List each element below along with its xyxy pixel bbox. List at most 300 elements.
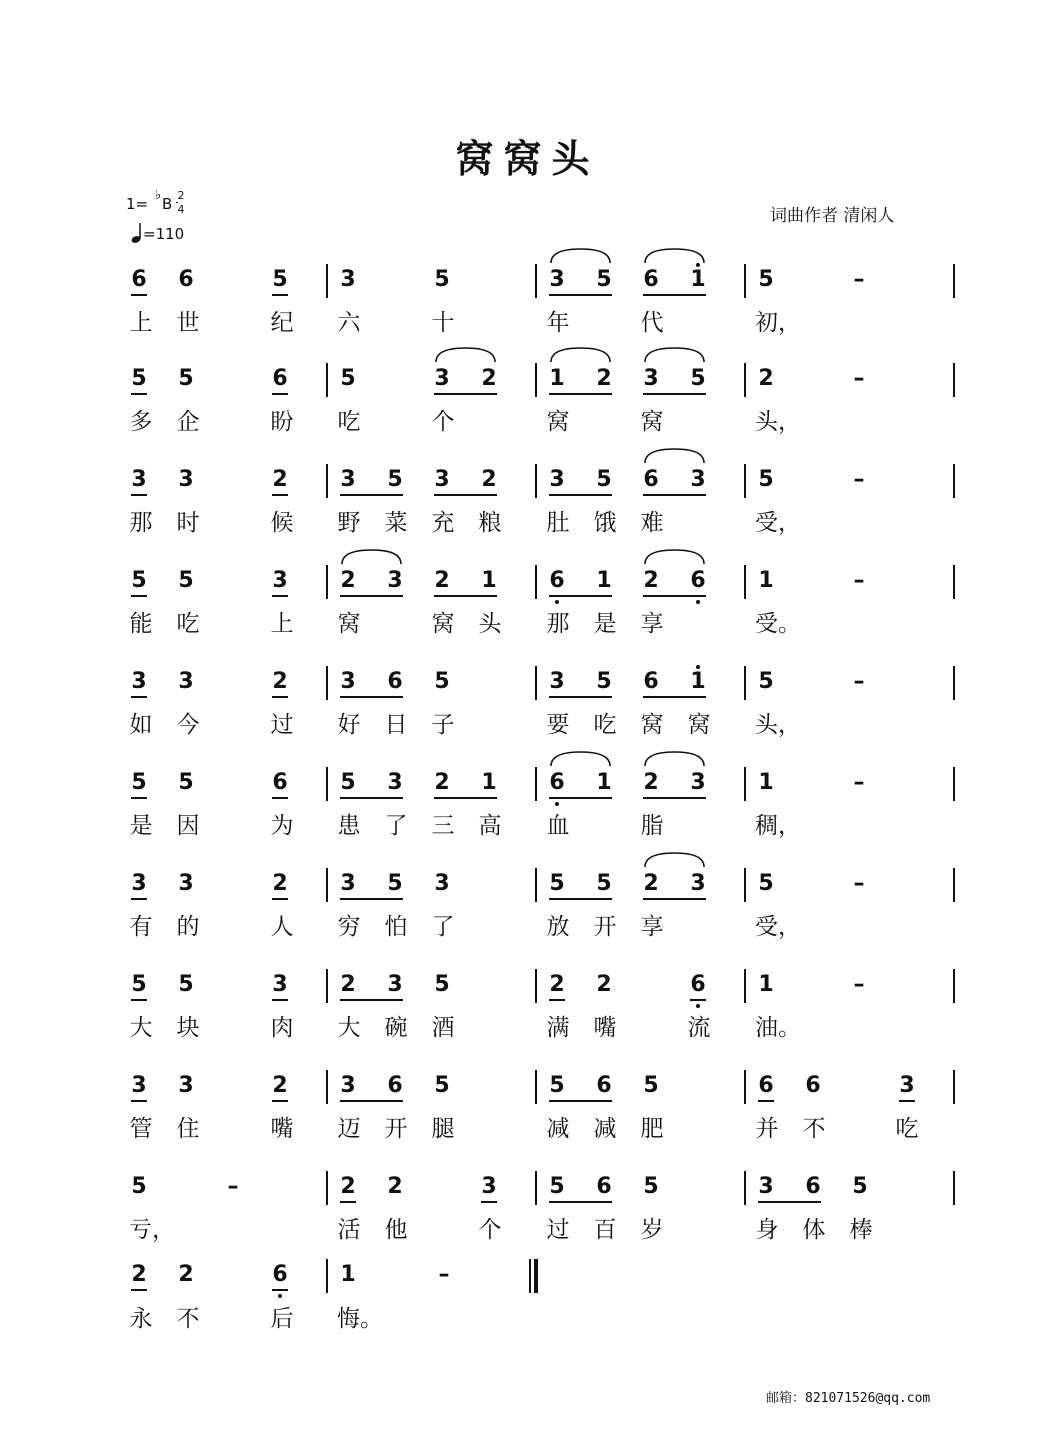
note: 5 xyxy=(131,972,147,997)
note: 3 xyxy=(690,871,706,896)
lyric-syllable: 油。 xyxy=(755,1015,801,1041)
underline xyxy=(131,898,147,900)
note: 2 xyxy=(387,1174,403,1199)
underline xyxy=(340,595,403,597)
note: 3 xyxy=(178,871,194,896)
note: 6 xyxy=(272,1262,288,1287)
barline xyxy=(744,565,746,599)
barline xyxy=(535,969,537,1003)
note: 5 xyxy=(272,267,288,292)
note: 6 xyxy=(805,1174,821,1199)
lyric-syllable: 吃 xyxy=(895,1116,919,1142)
barline xyxy=(953,767,955,801)
note: – xyxy=(853,972,865,997)
lyric-syllable: 体 xyxy=(802,1217,826,1243)
note: 5 xyxy=(434,972,450,997)
lyric-syllable: 十 xyxy=(431,310,455,336)
lyric-syllable: 放 xyxy=(546,914,570,940)
note: 5 xyxy=(131,366,147,391)
underline xyxy=(131,494,147,496)
barline xyxy=(326,363,328,397)
note: 2 xyxy=(758,366,774,391)
barline xyxy=(326,1070,328,1104)
underline xyxy=(643,393,706,395)
note: 3 xyxy=(690,770,706,795)
barline xyxy=(744,264,746,298)
note: 2 xyxy=(643,568,659,593)
note: – xyxy=(853,467,865,492)
note: 5 xyxy=(178,770,194,795)
note: – xyxy=(853,267,865,292)
underline xyxy=(643,294,706,296)
lyric-syllable: 稠， xyxy=(755,813,801,839)
barline xyxy=(953,264,955,298)
note: 6 xyxy=(272,770,288,795)
underline xyxy=(481,1201,497,1203)
octave-dot xyxy=(696,263,700,267)
note: 6 xyxy=(549,568,565,593)
note: 2 xyxy=(434,770,450,795)
note: 5 xyxy=(131,568,147,593)
barline xyxy=(326,264,328,298)
lyric-syllable: 上 xyxy=(129,310,153,336)
lyric-syllable: 多 xyxy=(129,409,153,435)
barline xyxy=(744,666,746,700)
barline xyxy=(953,1070,955,1104)
note: 3 xyxy=(549,467,565,492)
slur xyxy=(551,249,610,263)
lyric-syllable: 因 xyxy=(176,813,200,839)
note: 5 xyxy=(643,1174,659,1199)
octave-dot xyxy=(278,1294,282,1298)
underline xyxy=(131,696,147,698)
underline xyxy=(758,1201,821,1203)
lyric-syllable: 嘴 xyxy=(270,1116,294,1142)
lyric-syllable: 窝 xyxy=(431,611,455,637)
lyric-syllable: 饿 xyxy=(593,510,617,536)
barline xyxy=(744,1070,746,1104)
final-barline xyxy=(529,1259,531,1293)
underline xyxy=(434,393,497,395)
lyric-syllable: 能 xyxy=(129,611,153,637)
note: 1 xyxy=(596,568,612,593)
underline xyxy=(643,494,706,496)
note: 3 xyxy=(178,1073,194,1098)
note: 5 xyxy=(596,467,612,492)
underline xyxy=(272,494,288,496)
lyric-syllable: 满 xyxy=(546,1015,570,1041)
underline xyxy=(549,595,612,597)
lyric-syllable: 年 xyxy=(546,310,570,336)
barline xyxy=(326,868,328,902)
barline xyxy=(535,264,537,298)
lyric-syllable: 盼 xyxy=(270,409,294,435)
underline xyxy=(272,696,288,698)
quarter-note-icon xyxy=(130,222,142,244)
contact-email: 邮箱：821071526@qq.com xyxy=(766,1391,931,1406)
lyric-syllable: 头 xyxy=(478,611,502,637)
lyric-syllable: 享 xyxy=(640,611,664,637)
octave-dot xyxy=(696,665,700,669)
note: 2 xyxy=(272,871,288,896)
slur xyxy=(436,348,495,362)
author-credit: 词曲作者 清闲人 xyxy=(770,206,895,226)
time-signature-bottom: 4 xyxy=(177,203,185,216)
lyric-syllable: 今 xyxy=(176,712,200,738)
lyric-syllable: 块 xyxy=(176,1015,200,1041)
note: 2 xyxy=(272,467,288,492)
barline xyxy=(326,767,328,801)
note: 1 xyxy=(690,669,706,694)
lyric-syllable: 初， xyxy=(755,310,801,336)
note: 5 xyxy=(434,267,450,292)
note: 6 xyxy=(643,267,659,292)
underline xyxy=(131,797,147,799)
lyric-syllable: 纪 xyxy=(270,310,294,336)
note: 2 xyxy=(643,770,659,795)
barline xyxy=(953,666,955,700)
note: 5 xyxy=(690,366,706,391)
note: 2 xyxy=(272,1073,288,1098)
barline xyxy=(535,363,537,397)
barline xyxy=(535,868,537,902)
note: 6 xyxy=(596,1073,612,1098)
lyric-syllable: 血 xyxy=(546,813,570,839)
note: 5 xyxy=(549,1073,565,1098)
underline xyxy=(549,393,612,395)
lyric-syllable: 酒 xyxy=(431,1015,455,1041)
lyric-syllable: 嘴 xyxy=(593,1015,617,1041)
note: 3 xyxy=(340,467,356,492)
underline xyxy=(643,595,706,597)
note: 2 xyxy=(340,568,356,593)
note: 6 xyxy=(805,1073,821,1098)
note: 5 xyxy=(387,871,403,896)
lyric-syllable: 个 xyxy=(478,1217,502,1243)
slur xyxy=(645,348,704,362)
lyric-syllable: 六 xyxy=(337,310,361,336)
octave-dot xyxy=(555,600,559,604)
underline xyxy=(272,595,288,597)
barline xyxy=(953,464,955,498)
barline xyxy=(535,1070,537,1104)
note: 5 xyxy=(758,467,774,492)
note: 3 xyxy=(178,669,194,694)
lyric-syllable: 头， xyxy=(755,712,801,738)
lyric-syllable: 碗 xyxy=(384,1015,408,1041)
underline xyxy=(272,898,288,900)
note: 1 xyxy=(340,1262,356,1287)
lyric-syllable: 享 xyxy=(640,914,664,940)
underline xyxy=(549,797,612,799)
note: 3 xyxy=(131,871,147,896)
underline xyxy=(131,999,147,1001)
lyric-syllable: 患 xyxy=(337,813,361,839)
underline xyxy=(272,999,288,1001)
note: 3 xyxy=(387,972,403,997)
note: 2 xyxy=(434,568,450,593)
underline xyxy=(272,797,288,799)
note: – xyxy=(853,568,865,593)
lyric-syllable: 世 xyxy=(176,310,200,336)
lyric-syllable: 并 xyxy=(755,1116,779,1142)
note: 5 xyxy=(758,871,774,896)
note: 2 xyxy=(596,366,612,391)
lyric-syllable: 永 xyxy=(129,1306,153,1332)
underline xyxy=(340,696,403,698)
underline xyxy=(434,494,497,496)
lyric-syllable: 窝 xyxy=(687,712,711,738)
lyric-syllable: 充 xyxy=(431,510,455,536)
time-signature xyxy=(176,190,186,215)
lyric-syllable: 粮 xyxy=(478,510,502,536)
slur xyxy=(645,249,704,263)
note: 3 xyxy=(549,267,565,292)
lyric-syllable: 减 xyxy=(593,1116,617,1142)
note: 5 xyxy=(758,669,774,694)
slur xyxy=(645,449,704,463)
underline xyxy=(549,1100,612,1102)
note: – xyxy=(438,1262,450,1287)
barline xyxy=(535,666,537,700)
barline xyxy=(744,767,746,801)
lyric-syllable: 窝 xyxy=(337,611,361,637)
barline xyxy=(326,666,328,700)
barline xyxy=(953,969,955,1003)
note: 6 xyxy=(690,568,706,593)
lyric-syllable: 野 xyxy=(337,510,361,536)
lyric-syllable: 后 xyxy=(270,1306,294,1332)
slur xyxy=(551,752,610,766)
note: 3 xyxy=(131,669,147,694)
barline xyxy=(535,1171,537,1205)
note: 3 xyxy=(549,669,565,694)
note: 6 xyxy=(549,770,565,795)
underline xyxy=(272,393,288,395)
underline xyxy=(643,898,706,900)
lyric-syllable: 窝 xyxy=(546,409,570,435)
lyric-syllable: 他 xyxy=(384,1217,408,1243)
lyric-syllable: 如 xyxy=(129,712,153,738)
octave-dot xyxy=(696,600,700,604)
lyric-syllable: 为 xyxy=(270,813,294,839)
note: 6 xyxy=(178,267,194,292)
underline xyxy=(690,999,706,1001)
note: 5 xyxy=(434,669,450,694)
lyric-syllable: 企 xyxy=(176,409,200,435)
note: 6 xyxy=(690,972,706,997)
lyric-syllable: 流 xyxy=(687,1015,711,1041)
barline xyxy=(953,363,955,397)
lyric-syllable: 窝 xyxy=(640,409,664,435)
lyric-syllable: 有 xyxy=(129,914,153,940)
note: 6 xyxy=(758,1073,774,1098)
barline xyxy=(744,363,746,397)
note: 2 xyxy=(178,1262,194,1287)
note: 3 xyxy=(131,1073,147,1098)
underline xyxy=(549,1201,612,1203)
note: 3 xyxy=(643,366,659,391)
note: 1 xyxy=(758,568,774,593)
note: 5 xyxy=(131,770,147,795)
lyric-syllable: 身 xyxy=(755,1217,779,1243)
note: 2 xyxy=(549,972,565,997)
key-letter: B xyxy=(162,195,173,213)
barline xyxy=(953,1171,955,1205)
lyric-syllable: 亏， xyxy=(129,1217,175,1243)
lyric-syllable: 百 xyxy=(593,1217,617,1243)
underline xyxy=(643,696,706,698)
lyric-syllable: 大 xyxy=(129,1015,153,1041)
note: 5 xyxy=(549,871,565,896)
underline xyxy=(131,1100,147,1102)
note: 5 xyxy=(434,1073,450,1098)
note: 5 xyxy=(596,871,612,896)
time-signature-top: 2 xyxy=(177,189,185,202)
barline xyxy=(326,565,328,599)
lyric-syllable: 了 xyxy=(431,914,455,940)
barline xyxy=(535,464,537,498)
barline xyxy=(326,1171,328,1205)
note: 3 xyxy=(434,366,450,391)
lyric-syllable: 迈 xyxy=(337,1116,361,1142)
lyric-syllable: 活 xyxy=(337,1217,361,1243)
final-barline xyxy=(534,1259,538,1293)
note: 3 xyxy=(434,871,450,896)
note: 5 xyxy=(340,770,356,795)
lyric-syllable: 高 xyxy=(478,813,502,839)
barline xyxy=(744,868,746,902)
lyric-syllable: 日 xyxy=(384,712,408,738)
lyric-syllable: 个 xyxy=(431,409,455,435)
lyric-syllable: 大 xyxy=(337,1015,361,1041)
underline xyxy=(549,494,612,496)
note: 6 xyxy=(272,366,288,391)
underline xyxy=(340,1201,356,1203)
underline xyxy=(549,898,612,900)
lyric-syllable: 棒 xyxy=(849,1217,873,1243)
lyric-syllable: 人 xyxy=(270,914,294,940)
note: 3 xyxy=(758,1174,774,1199)
underline xyxy=(340,797,403,799)
lyric-syllable: 难 xyxy=(640,510,664,536)
lyric-syllable: 过 xyxy=(270,712,294,738)
slur xyxy=(342,550,401,564)
underline xyxy=(340,999,403,1001)
note: 6 xyxy=(131,267,147,292)
underline xyxy=(340,1100,403,1102)
barline xyxy=(326,1259,328,1293)
lyric-syllable: 受。 xyxy=(755,611,801,637)
slur xyxy=(645,853,704,867)
note: – xyxy=(853,871,865,896)
underline xyxy=(549,999,565,1001)
underline xyxy=(643,797,706,799)
octave-dot xyxy=(555,802,559,806)
tempo-value: =110 xyxy=(143,225,185,243)
underline xyxy=(131,595,147,597)
note: 5 xyxy=(178,366,194,391)
note: 6 xyxy=(596,1174,612,1199)
lyric-syllable: 住 xyxy=(176,1116,200,1142)
lyric-syllable: 好 xyxy=(337,712,361,738)
barline xyxy=(744,969,746,1003)
lyric-syllable: 那 xyxy=(129,510,153,536)
underline xyxy=(272,294,288,296)
barline xyxy=(535,565,537,599)
lyric-syllable: 子 xyxy=(431,712,455,738)
lyric-syllable: 肚 xyxy=(546,510,570,536)
underline xyxy=(434,797,497,799)
note: 3 xyxy=(340,669,356,694)
underline xyxy=(340,898,403,900)
note: 5 xyxy=(643,1073,659,1098)
note: 3 xyxy=(340,267,356,292)
lyric-syllable: 候 xyxy=(270,510,294,536)
note: 5 xyxy=(596,267,612,292)
note: 1 xyxy=(690,267,706,292)
note: 6 xyxy=(387,669,403,694)
note: 2 xyxy=(340,1174,356,1199)
note: 2 xyxy=(272,669,288,694)
note: 2 xyxy=(481,467,497,492)
underline xyxy=(340,494,403,496)
lyric-syllable: 过 xyxy=(546,1217,570,1243)
note: 3 xyxy=(272,972,288,997)
barline xyxy=(953,868,955,902)
lyric-syllable: 是 xyxy=(129,813,153,839)
note: 6 xyxy=(387,1073,403,1098)
lyric-syllable: 开 xyxy=(593,914,617,940)
lyric-syllable: 悔。 xyxy=(337,1306,383,1332)
lyric-syllable: 腿 xyxy=(431,1116,455,1142)
note: 1 xyxy=(481,568,497,593)
note: 2 xyxy=(340,972,356,997)
note: 3 xyxy=(387,770,403,795)
note: 6 xyxy=(643,467,659,492)
lyric-syllable: 受， xyxy=(755,914,801,940)
note: 1 xyxy=(758,972,774,997)
note: 1 xyxy=(549,366,565,391)
note: 1 xyxy=(758,770,774,795)
lyric-syllable: 的 xyxy=(176,914,200,940)
slur xyxy=(645,752,704,766)
note: 5 xyxy=(178,972,194,997)
barline xyxy=(744,1171,746,1205)
lyric-syllable: 菜 xyxy=(384,510,408,536)
lyric-syllable: 怕 xyxy=(384,914,408,940)
underline xyxy=(549,696,612,698)
octave-dot xyxy=(696,1004,700,1008)
lyric-syllable: 头， xyxy=(755,409,801,435)
lyric-syllable: 三 xyxy=(431,813,455,839)
slur xyxy=(551,348,610,362)
barline xyxy=(744,464,746,498)
note: 3 xyxy=(178,467,194,492)
note: 1 xyxy=(481,770,497,795)
barline xyxy=(953,565,955,599)
note: 3 xyxy=(272,568,288,593)
note: 2 xyxy=(596,972,612,997)
barline xyxy=(535,767,537,801)
lyric-syllable: 要 xyxy=(546,712,570,738)
lyric-syllable: 穷 xyxy=(337,914,361,940)
lyric-syllable: 减 xyxy=(546,1116,570,1142)
lyric-syllable: 受， xyxy=(755,510,801,536)
note: – xyxy=(853,669,865,694)
underline xyxy=(899,1100,915,1102)
lyric-syllable: 时 xyxy=(176,510,200,536)
